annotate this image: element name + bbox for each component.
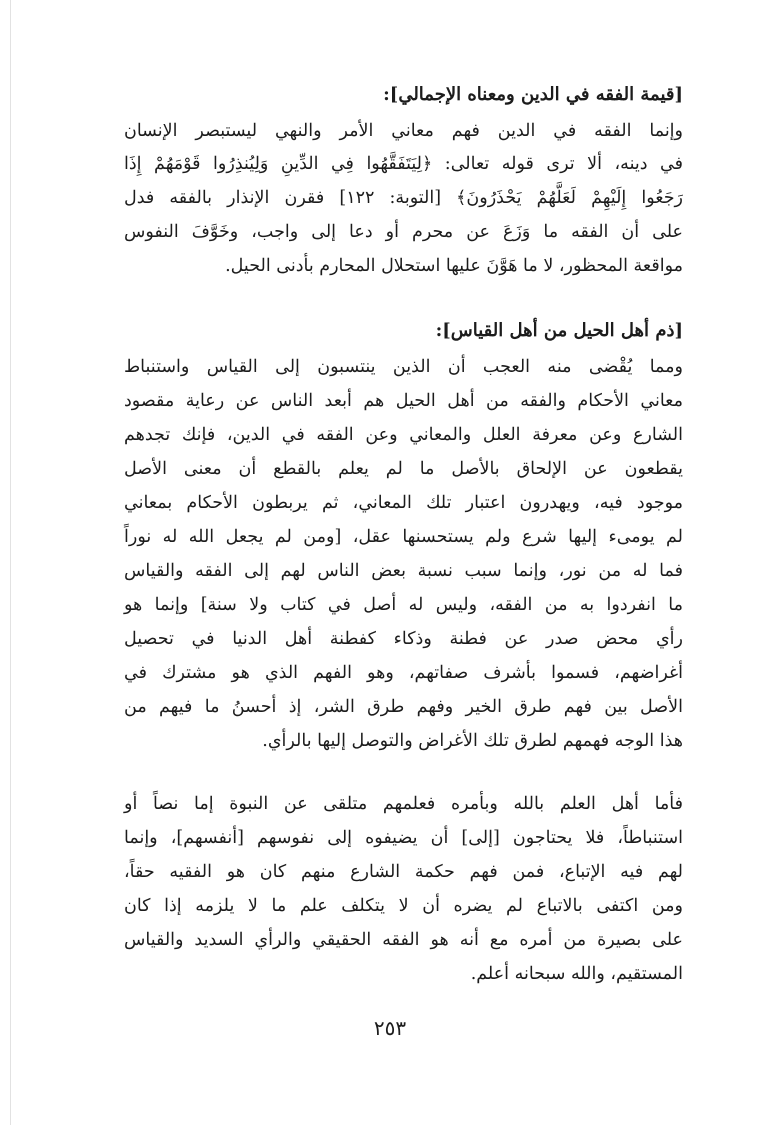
paragraph-line: في دينه، ألا ترى قوله تعالى: ﴿لِيَتَفَقَّهُوا فِي الدِّينِ وَلِيُنذِرُوا قَوْمَهُمْ إِذَا bbox=[124, 154, 683, 174]
paragraph-line: فما له من نور، وإنما سبب نسبة بعض الناس لهم إلى الفقه والقياس bbox=[124, 561, 683, 581]
paragraph-line: لم يومىء إليها شرع ولم يستحسنها عقل، [ومن لم يجعل الله له نوراً bbox=[124, 527, 683, 547]
section-heading-hiyal-critique: [ذم أهل الحيل من أهل القياس]: bbox=[435, 320, 683, 341]
paragraph-line: فأما أهل العلم بالله وبأمره فعلمهم متلقى عن النبوة إما نصاً أو bbox=[124, 794, 683, 814]
paragraph-line: وإنما الفقه في الدين فهم معاني الأمر والنهي ليستبصر الإنسان bbox=[124, 121, 683, 141]
paragraph-line: أغراضهم، فسموا بأشرف صفاتهم، وهو الفهم الذي هو مشترك في bbox=[124, 663, 683, 683]
paragraph-line: رَجَعُوا إِلَيْهِمْ لَعَلَّهُمْ يَحْذَرُونَ﴾ [التوبة: ١٢٢] فقرن الإنذار بالفقه فدل bbox=[124, 188, 684, 208]
paragraph-line: يقطعون عن الإلحاق بالأصل ما لم يعلم بالقطع أن معنى الأصل bbox=[124, 459, 683, 479]
section-heading-fiqh-value: [قيمة الفقه في الدين ومعناه الإجمالي]: bbox=[383, 84, 683, 105]
paragraph-line: لهم فيه الإتباع، فمن فهم حكمة الشارع منهم كان هو الفقيه حقاً، bbox=[124, 862, 683, 882]
page-edge bbox=[10, 0, 11, 1125]
paragraph-line: مواقعة المحظور، لا ما هَوَّنَ عليها استحلال المحارم بأدنى الحيل. bbox=[225, 256, 683, 276]
paragraph-line: على بصيرة من أمره مع أنه هو الفقه الحقيقي والرأي السديد والقياس bbox=[124, 930, 683, 950]
paragraph-line: رأي محض صدر عن فطنة وذكاء كفطنة أهل الدنيا في تحصيل bbox=[124, 629, 683, 649]
paragraph-line: استنباطاً، فلا يحتاجون [إلى] أن يضيفوه إلى نفوسهم [أنفسهم]، وإنما bbox=[124, 828, 683, 848]
paragraph-line: المستقيم، والله سبحانه أعلم. bbox=[470, 964, 683, 984]
paragraph-line: على أن الفقه ما وَزَعَ عن محرم أو دعا إلى واجب، وخَوَّفَ النفوس bbox=[124, 222, 683, 242]
paragraph-line: موجود فيه، ويهدرون اعتبار تلك المعاني، ثم يربطون الأحكام بمعاني bbox=[124, 493, 683, 513]
paragraph-line: ومن اكتفى بالاتباع لم يضره أن لا يتكلف علم ما لا يلزمه إذا كان bbox=[124, 896, 683, 916]
paragraph-line: الأصل بين فهم طرق الخير وفهم طرق الشر، إذ أحسنُ ما فيهم من bbox=[124, 697, 683, 717]
page-number: ٢٥٣ bbox=[373, 1016, 407, 1040]
paragraph-line: هذا الوجه فهمهم لطرق تلك الأغراض والتوصل إليها بالرأي. bbox=[262, 731, 683, 751]
paragraph-line: ومما يُقْضى منه العجب أن الذين ينتسبون إلى القياس واستنباط bbox=[124, 357, 683, 377]
paragraph-line: ما انفردوا به من الفقه، وليس له أصل في كتاب ولا سنة] وإنما هو bbox=[124, 595, 683, 615]
paragraph-line: معاني الأحكام والفقه من أهل الحيل هم أبعد الناس عن رعاية مقصود bbox=[124, 391, 683, 411]
paragraph-line: الشارع وعن معرفة العلل والمعاني وعن الفقه في الدين، فإنك تجدهم bbox=[124, 425, 683, 445]
